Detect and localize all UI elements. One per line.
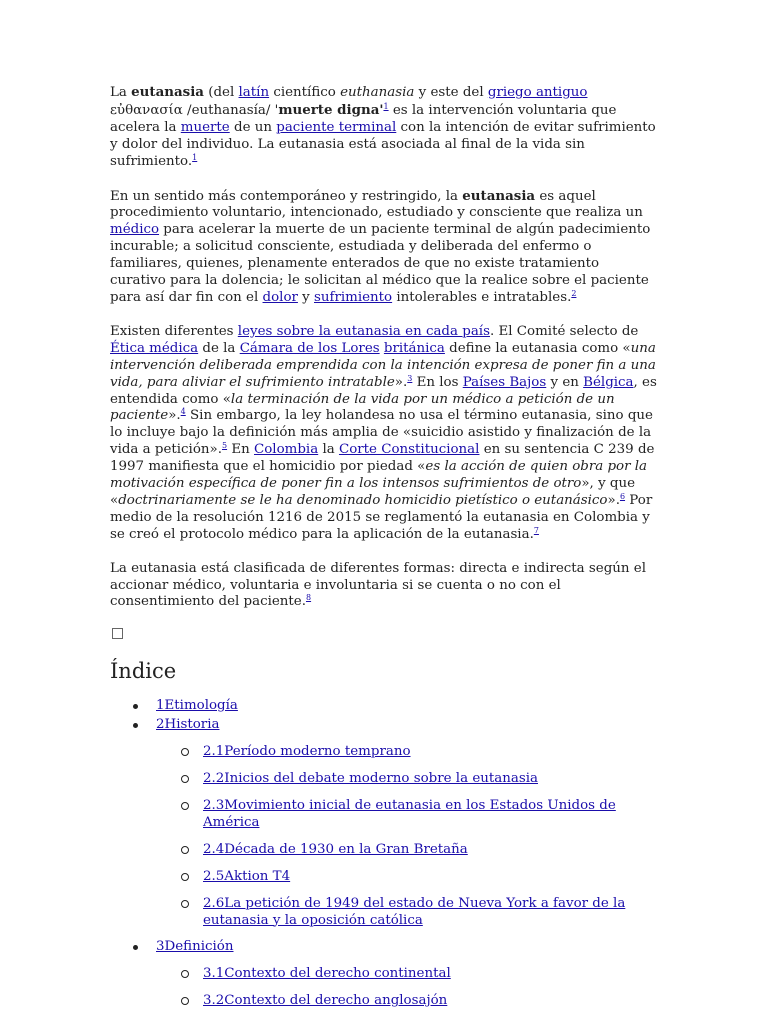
toc-item [110,698,658,715]
text: ». [394,374,408,390]
toc-subitem [156,842,658,859]
text: y en [546,374,584,390]
text: define la eutanasia como « [444,340,631,356]
text: en su sentencia C 239 de 1997 manifiesta que el homicidio por piedad « [110,442,655,475]
link-latin[interactable]: latín [238,85,270,100]
link-belgica[interactable]: Bélgica [583,374,634,390]
toc-subitem [156,966,658,983]
definition-paragraph [110,188,658,307]
link-britanica[interactable]: británica [383,340,445,356]
footnote-link[interactable]: 5 [221,441,228,451]
bold-term: eutanasia [131,84,204,100]
text: de la [198,340,240,356]
article-body [110,84,658,1020]
link-camara-lores[interactable]: Cámara de los Lores [239,340,380,356]
link-dolor[interactable]: dolor [262,289,298,305]
footnote-link[interactable]: 8 [305,593,312,603]
text: », y que « [110,476,636,508]
text: La [110,85,132,100]
text: . El Comité selecto de [489,323,639,339]
text: científico [269,85,341,100]
text: ». [168,408,181,424]
footnote-link[interactable]: 4 [180,407,186,417]
text: Existen diferentes [110,323,238,339]
text: Sin embargo, la ley holandesa no usa el término eutanasia, sino que lo incluye bajo la definición más amplia de «suicidio asistido y finalización de la vida a petición». [110,408,653,458]
link-corte-constitucional[interactable]: Corte Constitucional [338,442,480,458]
toc-item [110,717,658,929]
toc-subitem [156,771,658,788]
link-griego-antiguo[interactable]: griego antiguo [487,85,588,100]
text: La eutanasia está clasificada de diferentes formas: directa e indirecta según el accionar médico, voluntaria e involuntaria si se cuenta o no con el consentimiento del paciente. [110,560,646,610]
text: Por medio de la resolución 1216 de 2015 se reglamentó la eutanasia en Colombia y se creó el protocolo médico para la aplicación de la eutanasia. [110,492,653,542]
toc-link[interactable]: 2Historia [156,717,220,733]
toc-title: Índice [110,659,177,684]
link-sufrimiento[interactable]: sufrimiento [314,289,393,305]
classification-paragraph [110,561,658,612]
toc-sublist [156,744,658,929]
toc-link[interactable]: 3.1Contexto del derecho continental [203,966,451,982]
toc-link[interactable]: 2.5Aktion T4 [203,868,291,884]
text: y este del [414,85,488,100]
toc-link[interactable]: 3Definición [156,939,234,955]
text: En un sentido más contemporáneo y restringido, la [110,188,463,204]
laws-paragraph [110,324,658,544]
text: la [318,442,339,458]
toc-subitem [156,869,658,886]
text: para acelerar la muerte de un paciente terminal de algún padecimiento incurable; a solicitud consciente, estudiada y deliberada del enfermo o familiares, quienes, plenamente enterados de que no existe tratamiento curativo para la dolencia; le solicitan al médico que la realice sobre el paciente para así dar fin con el [110,222,651,305]
quote-italic: doctrinariamente se le ha denominado homicidio pietístico o eutanásico [118,492,608,508]
link-muerte[interactable]: muerte [180,119,230,135]
toc-subitem [156,798,658,832]
text: con la intención de evitar sufrimiento y dolor del individuo. La eutanasia está asociada al final de la vida sin sufrimiento. [110,119,656,169]
text: ». [607,492,620,508]
toc-link[interactable]: 2.3Movimiento inicial de eutanasia en los Estados Unidos de América [203,798,616,830]
toc-subitem [156,744,658,761]
link-medico[interactable]: médico [110,222,160,238]
link-paciente-terminal[interactable]: paciente terminal [276,119,397,135]
footnote-link[interactable]: 6 [619,491,626,501]
intro-paragraph [110,84,658,171]
toc-link[interactable]: 2.6La petición de 1949 del estado de Nueva York a favor de la eutanasia y la oposición católica [203,895,626,928]
toc-toggle-checkbox[interactable] [112,628,123,639]
toc-item [110,939,658,1010]
table-of-contents [110,698,658,1010]
text: , es entendida como « [110,374,657,407]
footnote-link[interactable]: 1 [192,152,198,162]
quote-italic: una intervención deliberada emprendida con la intención expresa de poner fin a una vida, para aliviar el sufrimiento intratable [110,340,656,390]
text: es aquel procedimiento voluntario, intencionado, estudiado y consciente que realiza un [110,188,643,221]
text: (del [203,85,239,100]
link-colombia[interactable]: Colombia [254,442,319,458]
toc-link[interactable]: 2.2Inicios del debate moderno sobre la eutanasia [203,771,538,787]
toc-sublist [156,966,658,1010]
toc-subitem [156,993,658,1010]
italic-term: euthanasia [340,85,415,100]
quote-italic: es la acción de quien obra por la motivación específica de poner fin a los intensos sufrimientos de otro [110,459,648,492]
text: de un [229,119,277,135]
footnote-link[interactable]: 1 [383,101,389,111]
link-leyes[interactable]: leyes sobre la eutanasia en cada país [237,323,490,339]
toc-link[interactable]: 3.2Contexto del derecho anglosajón [203,993,448,1009]
text: es la intervención voluntaria que acelera la [110,102,617,135]
toc-link[interactable]: 2.1Período moderno temprano [203,744,411,760]
text: εὐθανασία /euthanasía/ ' [110,102,279,118]
toc-link[interactable]: 2.4Década de 1930 en la Gran Bretaña [203,841,468,857]
text: En los [412,374,463,390]
bold-term: muerte digna' [278,101,384,118]
footnote-link[interactable]: 2 [571,288,577,298]
footnote-link[interactable]: 3 [407,373,413,383]
toc-link[interactable]: 1Etimología [156,698,238,714]
footnote-link[interactable]: 7 [533,525,539,535]
text: En [227,442,254,458]
bold-term: eutanasia [462,187,536,204]
quote-italic: la terminación de la vida por un médico a petición de un paciente [110,391,615,424]
toc-subitem [156,896,658,930]
link-etica-medica[interactable]: Ética médica [110,340,199,356]
text: y [297,289,314,305]
link-paises-bajos[interactable]: Países Bajos [462,374,547,390]
text: intolerables e intratables. [392,289,572,305]
